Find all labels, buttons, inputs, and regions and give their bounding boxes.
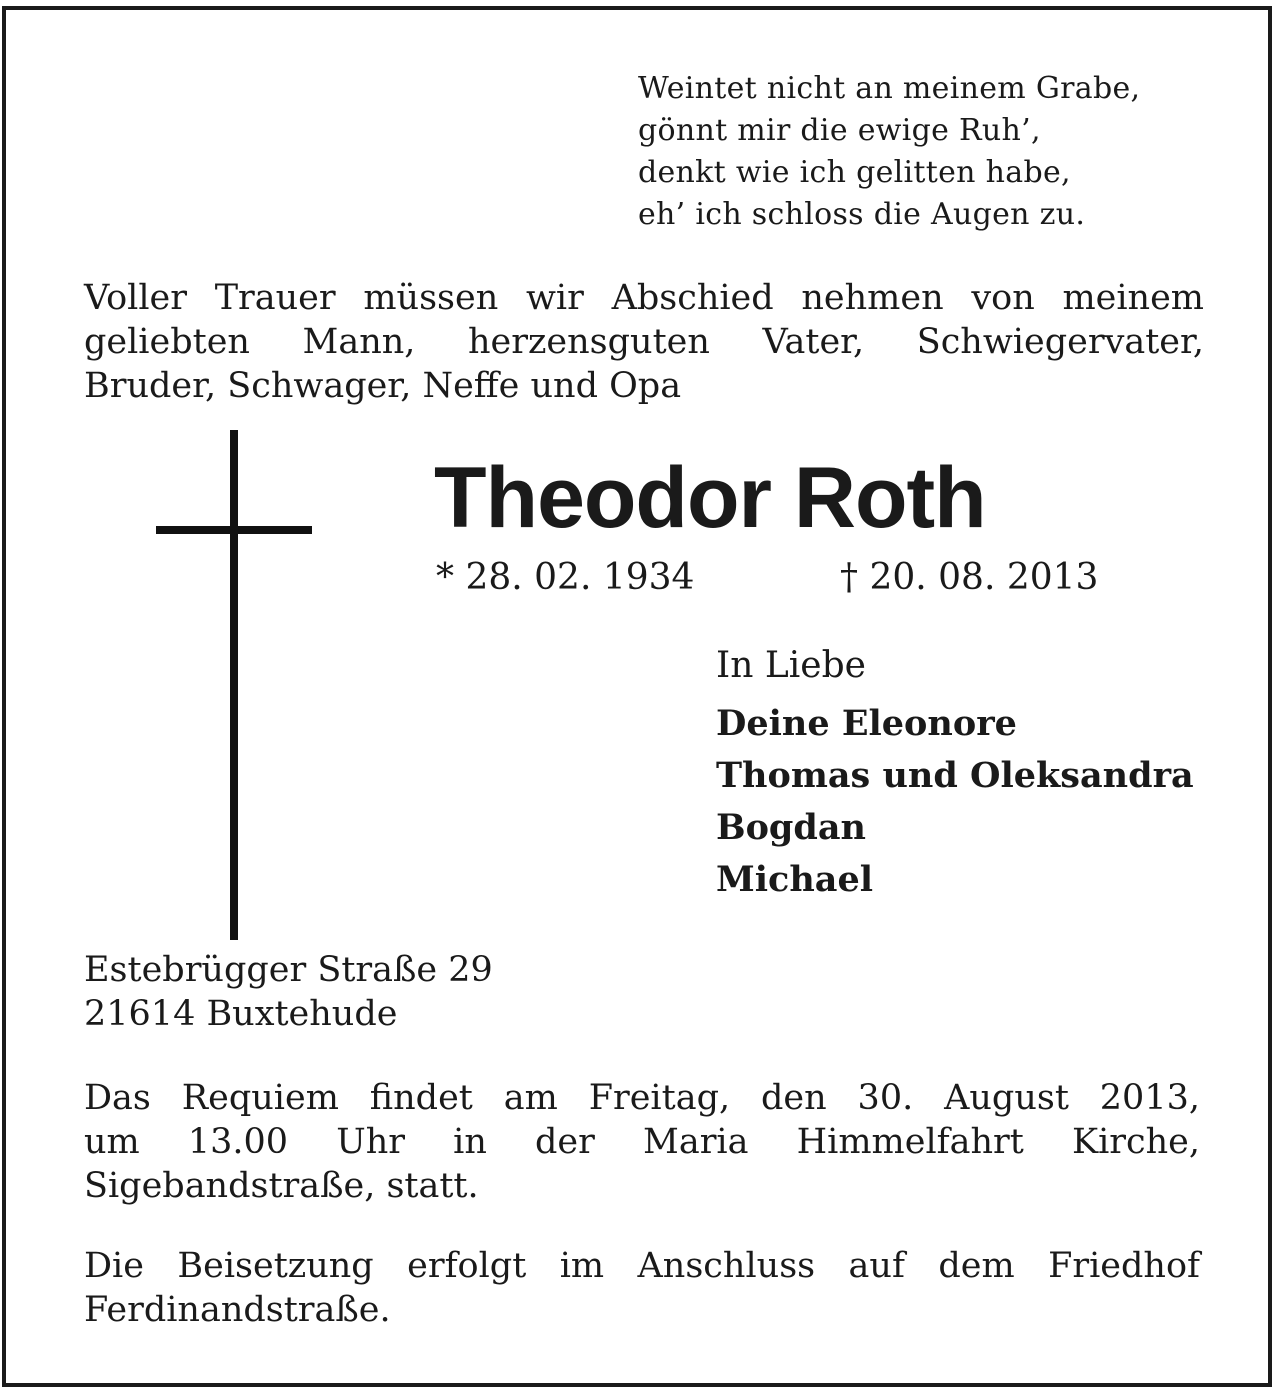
intro-line: Voller Trauer müssen wir Abschied nehmen von meinem — [84, 278, 1204, 318]
poem-line: Weintet nicht an meinem Grabe, — [638, 71, 1141, 106]
death-date: † 20. 08. 2013 — [840, 557, 1099, 598]
deceased-name: Theodor Roth — [434, 450, 986, 546]
in-love-label: In Liebe — [716, 645, 866, 686]
address-city: 21614 Buxtehude — [84, 994, 398, 1034]
mourner-name: Michael — [716, 859, 874, 900]
requiem-line: um 13.00 Uhr in der Maria Himmelfahrt Kirche, — [84, 1122, 1200, 1162]
mourner-name: Deine Eleonore — [716, 703, 1017, 744]
mourner-name: Thomas und Oleksandra — [716, 755, 1194, 796]
poem-line: eh’ ich schloss die Augen zu. — [638, 197, 1086, 232]
cross-vertical-bar — [230, 430, 238, 940]
address-street: Estebrügger Straße 29 — [84, 950, 493, 990]
intro-text — [84, 276, 1204, 408]
mourner-name: Bogdan — [716, 807, 866, 848]
cross-horizontal-bar — [156, 526, 312, 534]
burial-line: Die Beisetzung erfolgt im Anschluss auf dem Friedhof — [84, 1246, 1200, 1286]
burial-line: Ferdinandstraße. — [84, 1290, 391, 1330]
requiem-line: Das Requiem findet am Freitag, den 30. August 2013, — [84, 1078, 1200, 1118]
requiem-notice — [84, 1076, 1200, 1208]
poem-line: gönnt mir die ewige Ruh’, — [638, 113, 1041, 148]
cross-icon — [156, 430, 312, 940]
mourners-signature — [716, 644, 1216, 906]
address — [84, 948, 493, 1036]
requiem-line: Sigebandstraße, statt. — [84, 1166, 479, 1206]
burial-notice — [84, 1244, 1200, 1332]
poem — [638, 68, 1238, 236]
intro-line: Bruder, Schwager, Neffe und Opa — [84, 366, 682, 406]
birth-date: * 28. 02. 1934 — [436, 557, 695, 598]
poem-line: denkt wie ich gelitten habe, — [638, 155, 1071, 190]
intro-line: geliebten Mann, herzensguten Vater, Schwiegervater, — [84, 322, 1204, 362]
